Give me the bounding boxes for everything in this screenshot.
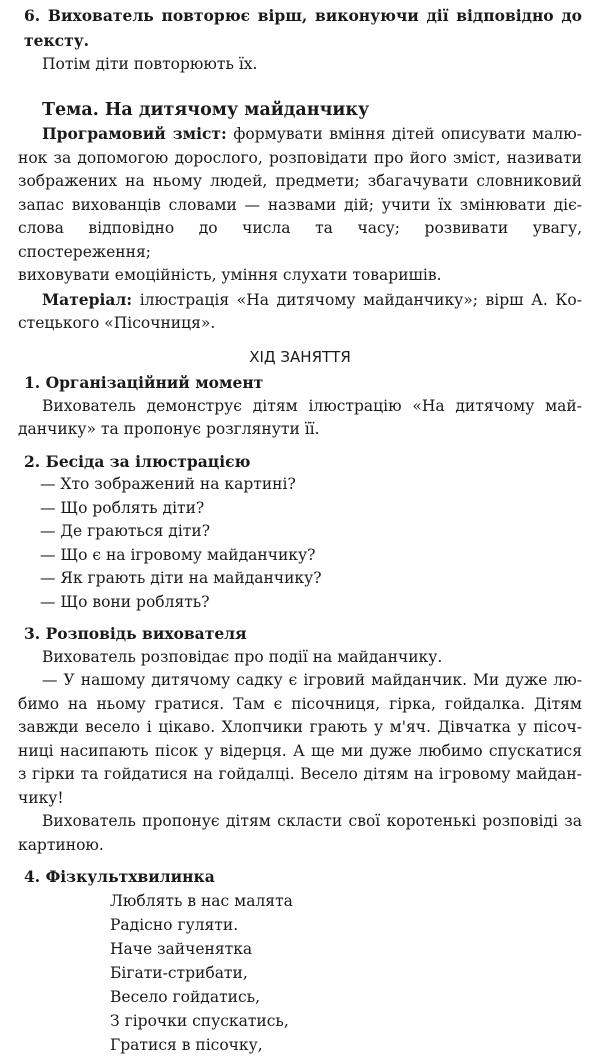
poem-line: Люблять в нас малята — [110, 891, 293, 910]
poem-line: Наче зайченятка — [110, 939, 253, 958]
program-line-5: слова відповідно до числа та часу; розвивати увагу, спостереження; — [18, 219, 582, 261]
section-3-line-6: з гірки та гойдатися на гойдалці. Весело дітям на ігровому майдан- — [18, 765, 582, 783]
material-paragraph — [18, 288, 582, 336]
question-item: — Як грають діти на майданчику? — [40, 569, 322, 587]
program-line-4: запас вихованців словами — назвами дій; учити їх змінювати діє- — [18, 195, 582, 214]
poem-line: Гратися в пісочку, — [110, 1035, 263, 1054]
section-3-heading: 3. Розповідь вихователя — [24, 624, 247, 643]
poem-line: Весело гойдатись, — [110, 987, 261, 1006]
step-6-line-1: 6. Вихователь повторює вірш, виконуючи дії відповідно до тексту. — [24, 6, 582, 50]
section-1-heading: 1. Організаційний момент — [24, 373, 264, 392]
material-label: Матеріал: — [42, 289, 133, 309]
program-line-2: нок за допомогою дорослого, розповідати про його зміст, називати — [18, 148, 582, 167]
poem-line: З гірочки спускатись, — [110, 1011, 289, 1030]
section-3-line-9: картиною. — [18, 835, 104, 854]
step-6-line-2: Потім діти повторюють їх. — [42, 55, 258, 73]
material-line-1: ілюстрація «На дитячому майданчику»; вірш А. Ко- — [132, 290, 582, 309]
program-content-paragraph — [18, 122, 582, 288]
topic-heading: Тема. На дитячому майданчику — [42, 99, 370, 120]
section-2 — [18, 450, 582, 615]
section-3-line-8: Вихователь пропонує дітям скласти свої коротенькі розповіді за — [42, 812, 582, 830]
section-3-line-1: Вихователь розповідає про події на майданчику. — [42, 647, 443, 666]
section-2-heading: 2. Бесіда за ілюстрацією — [24, 451, 251, 471]
question-item: — Що роблять діти? — [40, 498, 205, 517]
poem-line: Бігати-стрибати, — [110, 963, 248, 982]
section-3-line-7: чику! — [18, 788, 64, 807]
section-3-line-3: бимо на ньому гратися. Там є пісочниця, гірка, гойдалка. Дітям — [18, 694, 582, 713]
section-3-line-2: — У нашому дитячому садку є ігровий майданчик. Ми дуже лю- — [42, 671, 582, 689]
program-line-1: формувати вміння дітей описувати малю- — [226, 125, 583, 143]
question-item: — Де граються діти? — [40, 522, 211, 540]
section-1-line-1: Вихователь демонструє дітям ілюстрацію «На дитячому май- — [42, 396, 582, 415]
section-3-line-4: завжди весело і цікаво. Хлопчики грають у м'яч. Дівчатка у пісоч- — [18, 718, 582, 736]
section-4-heading: 4. Фізкультхвилинка — [24, 867, 215, 886]
program-label: Програмовий зміст: — [42, 124, 227, 143]
program-line-3: зображених на ньому людей, предмети; збагачувати словниковий — [18, 172, 582, 190]
step-6-paragraph — [18, 4, 582, 77]
section-1-line-2: данчику» та пропонує розглянути її. — [18, 420, 320, 438]
question-item: — Хто зображений на картині? — [40, 475, 296, 493]
section-3 — [18, 622, 582, 857]
section-1 — [18, 371, 582, 442]
question-item: — Що вони роблять? — [40, 592, 210, 611]
material-line-2: стецького «Пісочниця». — [18, 314, 216, 332]
poem-line: Радісно гуляти. — [110, 915, 239, 934]
section-4 — [18, 865, 582, 1057]
question-item: — Що є на ігровому майданчику? — [40, 545, 316, 564]
poem — [18, 889, 582, 1057]
program-line-6: виховувати емоційність, уміння слухати товаришів. — [18, 266, 442, 284]
section-3-line-5: ниці насипають пісок у відерця. А ще ми дуже любимо спускатися — [18, 741, 582, 760]
course-heading: ХІД ЗАНЯТТЯ — [249, 347, 351, 366]
